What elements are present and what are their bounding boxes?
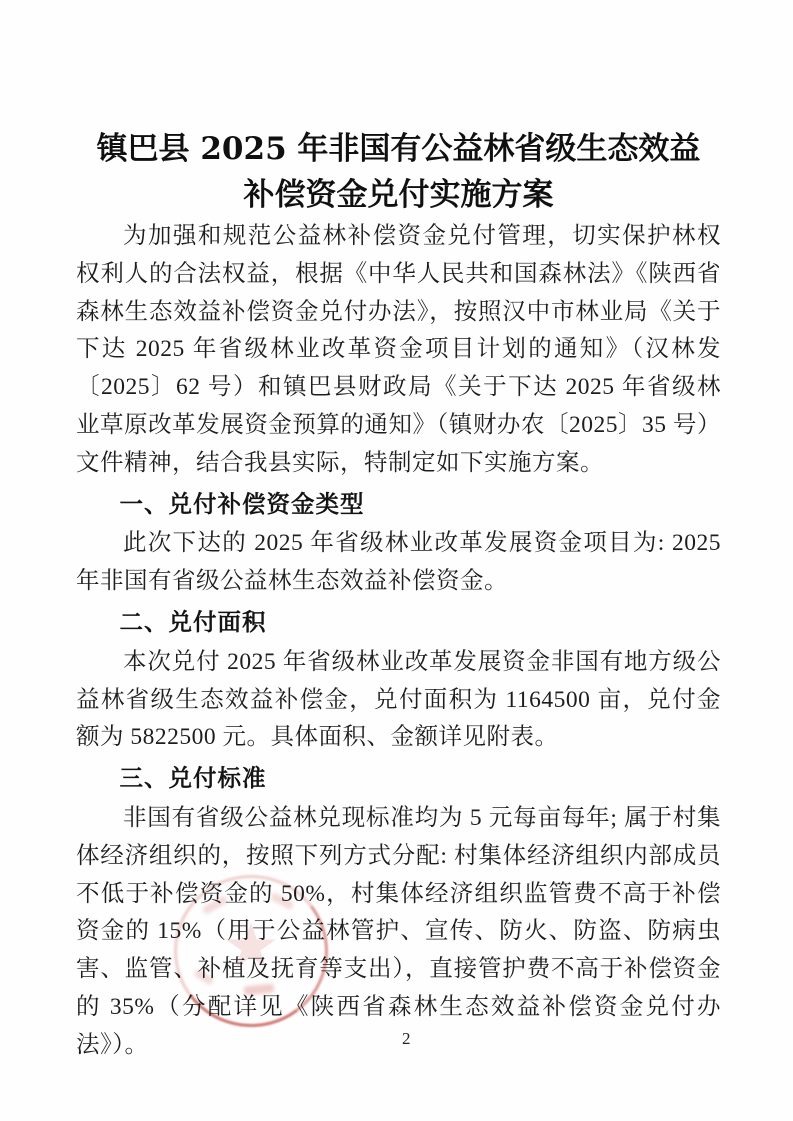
document-title-line2: 补偿资金兑付实施方案	[243, 177, 554, 213]
section-3-heading: 三、兑付标准	[119, 765, 267, 792]
intro-paragraph: 为加强和规范公益林补偿资金兑付管理，切实保护林权权利人的合法权益，根据《中华人民共和国森林法》《陕西省森林生态效益补偿资金兑付办法》，按照汉中市林业局《关于下达 2025 年省级林业改革资金项目计划的通知》（汉林发〔2025〕62 号）和镇巴县财政局《关于下达 2025 年省级林业草原改革发展资金预算的通知》（镇财办农〔2025〕35 号）文件精神，结合我县实际，特制定如下实施方案。	[76, 223, 721, 476]
document-title	[76, 126, 721, 218]
document-title-line1: 镇巴县 2025 年非国有公益林省级生态效益	[96, 131, 701, 167]
document-content	[76, 126, 721, 1065]
section-1-heading: 一、兑付补偿资金类型	[119, 490, 365, 517]
page-number: 2	[402, 1029, 411, 1048]
section-2-paragraph: 本次兑付 2025 年省级林业改革发展资金非国有地方级公益林省级生态效益补偿金，兑付面积为 1164500 亩，兑付金额为 5822500 元。具体面积、金额详见附表。	[76, 648, 721, 751]
section-1-paragraph: 此次下达的 2025 年省级林业改革发展资金项目为: 2025 年非国有省级公益林生态效益补偿资金。	[76, 530, 721, 595]
section-3-paragraph: 非国有省级公益林兑现标准均为 5 元每亩每年; 属于村集体经济组织的，按照下列方式分配: 村集体经济组织内部成员不低于补偿资金的 50%，村集体经济组织监管费不高于补偿资金的 15%（用于公益林管护、宣传、防火、防盗、防病虫害、监管、补植及抚育等支出），直接管护费不高于补偿资金的 35%（分配详见《陕西省森林生态效益补偿资金兑付办法》）。	[76, 804, 721, 1058]
section-2-heading: 二、兑付面积	[119, 608, 267, 635]
